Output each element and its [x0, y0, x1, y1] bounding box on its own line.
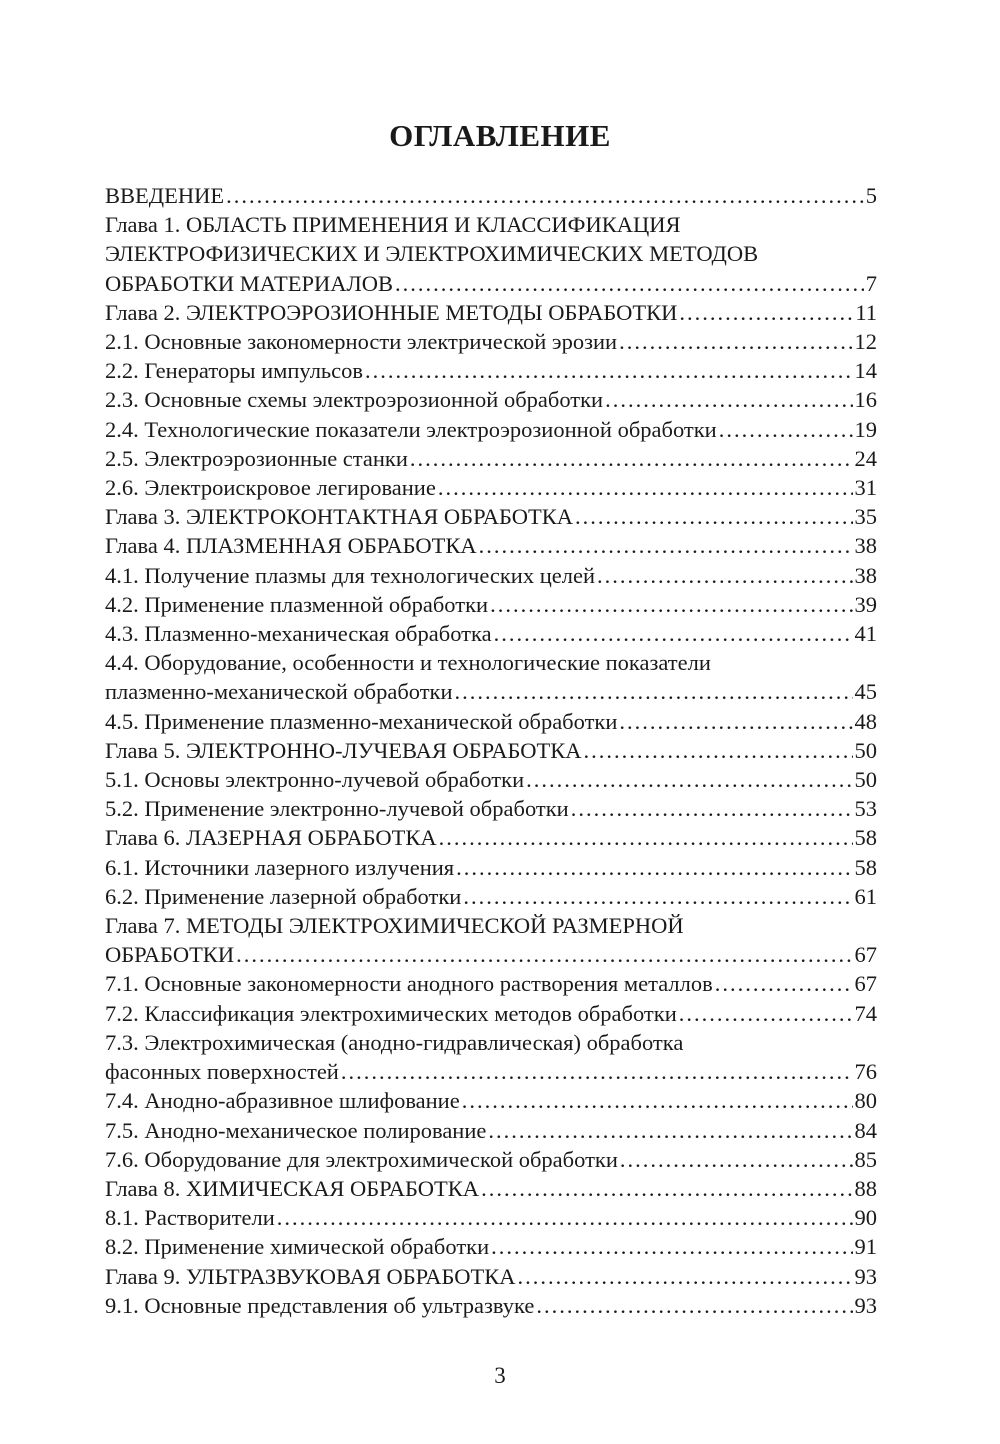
- toc-entry: [105, 707, 877, 736]
- toc-entry: [105, 911, 877, 969]
- dot-leader: [226, 181, 864, 210]
- dot-leader: [619, 707, 852, 736]
- dot-leader: [481, 1174, 852, 1203]
- toc-entry-heading: Глава 7. МЕТОДЫ ЭЛЕКТРОХИМИЧЕСКОЙ РАЗМЕРНОЙ: [105, 913, 684, 939]
- toc-entry: [105, 502, 877, 531]
- toc-entry: [105, 765, 877, 794]
- toc-entry-title: ОБРАБОТКИ МАТЕРИАЛОВ: [105, 270, 393, 296]
- toc-entry: [105, 882, 877, 911]
- toc-entry: [105, 1028, 877, 1086]
- toc-entry-page: 14: [854, 358, 877, 384]
- toc-entry: [105, 298, 877, 327]
- toc-entry: [105, 181, 877, 210]
- toc-entry-page: 41: [854, 621, 877, 647]
- toc-entry-title: Глава 9. УЛЬТРАЗВУКОВАЯ ОБРАБОТКА: [105, 1263, 516, 1289]
- dot-leader: [463, 882, 852, 911]
- toc-entry: [105, 356, 877, 385]
- toc-entry: [105, 444, 877, 473]
- toc-entry-page: 38: [854, 533, 877, 559]
- toc-entry-title: 2.4. Технологические показатели электроэрозионной обработки: [105, 416, 717, 442]
- table-of-contents: [105, 181, 877, 1320]
- toc-entry-page: 53: [854, 796, 877, 822]
- toc-entry-heading: 7.3. Электрохимическая (анодно-гидравлическая) обработка: [105, 1029, 684, 1055]
- toc-entry: [105, 1291, 877, 1320]
- toc-entry-title: Глава 6. ЛАЗЕРНАЯ ОБРАБОТКА: [105, 825, 437, 851]
- toc-entry-title: 7.5. Анодно-механическое полирование: [105, 1117, 487, 1143]
- toc-entry-title: 4.2. Применение плазменной обработки: [105, 591, 489, 617]
- toc-entry-title: 4.1. Получение плазмы для технологических целей: [105, 562, 596, 588]
- dot-leader: [584, 736, 853, 765]
- toc-entry-title: 6.1. Источники лазерного излучения: [105, 854, 455, 880]
- toc-entry-page: 67: [854, 971, 877, 997]
- toc-entry-title: 4.5. Применение плазменно-механической обработки: [105, 708, 618, 734]
- dot-leader: [620, 1145, 853, 1174]
- toc-entry: [105, 1174, 877, 1203]
- toc-entry-page: 5: [865, 183, 877, 208]
- dot-leader: [410, 444, 853, 473]
- toc-entry: [105, 969, 877, 998]
- dot-leader: [597, 561, 852, 590]
- toc-entry-page: 45: [854, 679, 877, 705]
- dot-leader: [236, 940, 852, 969]
- toc-entry-page: 16: [854, 387, 877, 413]
- dot-leader: [488, 1116, 852, 1145]
- toc-entry-page: 88: [854, 1175, 877, 1201]
- toc-entry-page: 58: [854, 854, 877, 880]
- toc-entry-page: 39: [854, 591, 877, 617]
- dot-leader: [494, 619, 853, 648]
- toc-entry: [105, 531, 877, 560]
- toc-entry-page: 24: [854, 445, 877, 471]
- toc-entry-title: 2.5. Электроэрозионные станки: [105, 445, 408, 471]
- dot-leader: [518, 1262, 853, 1291]
- toc-entry-page: 50: [854, 737, 877, 763]
- toc-entry-title: 7.1. Основные закономерности анодного растворения металлов: [105, 971, 713, 997]
- toc-entry-title: 8.2. Применение химической обработки: [105, 1234, 490, 1260]
- toc-entry: [105, 1116, 877, 1145]
- dot-leader: [619, 327, 852, 356]
- toc-entry-page: 67: [854, 942, 877, 968]
- toc-entry-title: ОБРАБОТКИ: [105, 942, 235, 968]
- toc-entry-title: 7.2. Классификация электрохимических методов обработки: [105, 1000, 677, 1026]
- toc-entry: [105, 327, 877, 356]
- toc-entry-page: 31: [854, 475, 877, 501]
- toc-entry-title: Глава 3. ЭЛЕКТРОКОНТАКТНАЯ ОБРАБОТКА: [105, 504, 573, 530]
- toc-entry-title: 5.2. Применение электронно-лучевой обработки: [105, 796, 569, 822]
- toc-entry-page: 90: [854, 1205, 877, 1231]
- toc-entry-title: 4.3. Плазменно-механическая обработка: [105, 621, 492, 647]
- dot-leader: [479, 531, 853, 560]
- dot-leader: [341, 1057, 853, 1086]
- toc-entry-title: Глава 5. ЭЛЕКТРОННО-ЛУЧЕВАЯ ОБРАБОТКА: [105, 737, 582, 763]
- toc-entry-title: Глава 2. ЭЛЕКТРОЭРОЗИОННЫЕ МЕТОДЫ ОБРАБОТКИ: [105, 299, 678, 325]
- toc-entry-page: 76: [854, 1059, 877, 1085]
- toc-entry: [105, 590, 877, 619]
- toc-entry: [105, 648, 877, 706]
- dot-leader: [679, 298, 853, 327]
- page-title: ОГЛАВЛЕНИЕ: [389, 118, 611, 153]
- dot-leader: [605, 385, 852, 414]
- toc-entry: [105, 561, 877, 590]
- toc-entry: [105, 1145, 877, 1174]
- dot-leader: [679, 999, 853, 1028]
- dot-leader: [438, 473, 853, 502]
- dot-leader: [456, 853, 852, 882]
- toc-entry: [105, 619, 877, 648]
- toc-entry-page: 50: [854, 767, 877, 793]
- toc-entry-page: 48: [854, 708, 877, 734]
- toc-entry-page: 93: [854, 1292, 877, 1318]
- toc-entry-page: 93: [854, 1263, 877, 1289]
- toc-entry-page: 80: [854, 1088, 877, 1114]
- toc-entry: [105, 385, 877, 414]
- toc-entry-heading: Глава 1. ОБЛАСТЬ ПРИМЕНЕНИЯ И КЛАССИФИКАЦИЯ ЭЛЕКТРОФИЗИЧЕСКИХ И ЭЛЕКТРОХИМИЧЕСКИХ МЕТОДОВ: [105, 212, 759, 267]
- toc-entry-title: 6.2. Применение лазерной обработки: [105, 883, 462, 909]
- toc-entry-title: 9.1. Основные представления об ультразвуке: [105, 1292, 535, 1318]
- dot-leader: [536, 1291, 852, 1320]
- dot-leader: [395, 269, 864, 298]
- toc-entry: [105, 1203, 877, 1232]
- dot-leader: [491, 1232, 852, 1261]
- dot-leader: [719, 415, 853, 444]
- toc-entry-title: 8.1. Растворители: [105, 1205, 275, 1231]
- toc-entry: [105, 415, 877, 444]
- toc-entry-page: 7: [865, 270, 877, 296]
- toc-entry-title: 5.1. Основы электронно-лучевой обработки: [105, 767, 525, 793]
- toc-entry-page: 91: [854, 1234, 877, 1260]
- toc-entry-page: 12: [854, 329, 877, 355]
- dot-leader: [365, 356, 852, 385]
- toc-entry: [105, 1232, 877, 1261]
- toc-entry: [105, 1086, 877, 1115]
- dot-leader: [526, 765, 852, 794]
- dot-leader: [571, 794, 853, 823]
- toc-entry: [105, 823, 877, 852]
- dot-leader: [575, 502, 853, 531]
- toc-entry: [105, 736, 877, 765]
- toc-entry: [105, 473, 877, 502]
- toc-entry-heading: 4.4. Оборудование, особенности и технологические показатели: [105, 650, 711, 676]
- toc-entry-page: 61: [854, 883, 877, 909]
- dot-leader: [439, 823, 853, 852]
- toc-entry-title: Глава 8. ХИМИЧЕСКАЯ ОБРАБОТКА: [105, 1175, 480, 1201]
- dot-leader: [715, 969, 853, 998]
- toc-entry-page: 74: [854, 1000, 877, 1026]
- toc-entry: [105, 210, 877, 298]
- toc-entry-title: 7.4. Анодно-абразивное шлифование: [105, 1088, 460, 1114]
- toc-entry: [105, 853, 877, 882]
- toc-entry-page: 85: [854, 1146, 877, 1172]
- dot-leader: [490, 590, 852, 619]
- toc-entry-title: 2.2. Генераторы импульсов: [105, 358, 364, 384]
- toc-entry: [105, 999, 877, 1028]
- page-number: 3: [494, 1363, 506, 1388]
- toc-entry-title: 2.6. Электроискровое легирование: [105, 475, 436, 501]
- toc-entry-title: 2.3. Основные схемы электроэрозионной обработки: [105, 387, 604, 413]
- toc-entry-title: 2.1. Основные закономерности электрической эрозии: [105, 329, 618, 355]
- toc-entry-title: Глава 4. ПЛАЗМЕННАЯ ОБРАБОТКА: [105, 533, 477, 559]
- dot-leader: [462, 1086, 853, 1115]
- toc-entry-page: 84: [854, 1117, 877, 1143]
- toc-entry-page: 19: [854, 416, 877, 442]
- toc-entry: [105, 794, 877, 823]
- toc-entry-title: ВВЕДЕНИЕ: [105, 183, 225, 208]
- toc-entry: [105, 1262, 877, 1291]
- toc-entry-page: 35: [854, 504, 877, 530]
- toc-entry-title: 7.6. Оборудование для электрохимической обработки: [105, 1146, 618, 1172]
- dot-leader: [277, 1203, 853, 1232]
- toc-entry-page: 38: [854, 562, 877, 588]
- toc-entry-page: 11: [855, 299, 877, 325]
- toc-entry-title: плазменно-механической обработки: [105, 679, 453, 705]
- dot-leader: [455, 677, 853, 706]
- toc-entry-title: фасонных поверхностей: [105, 1059, 339, 1085]
- toc-entry-page: 58: [854, 825, 877, 851]
